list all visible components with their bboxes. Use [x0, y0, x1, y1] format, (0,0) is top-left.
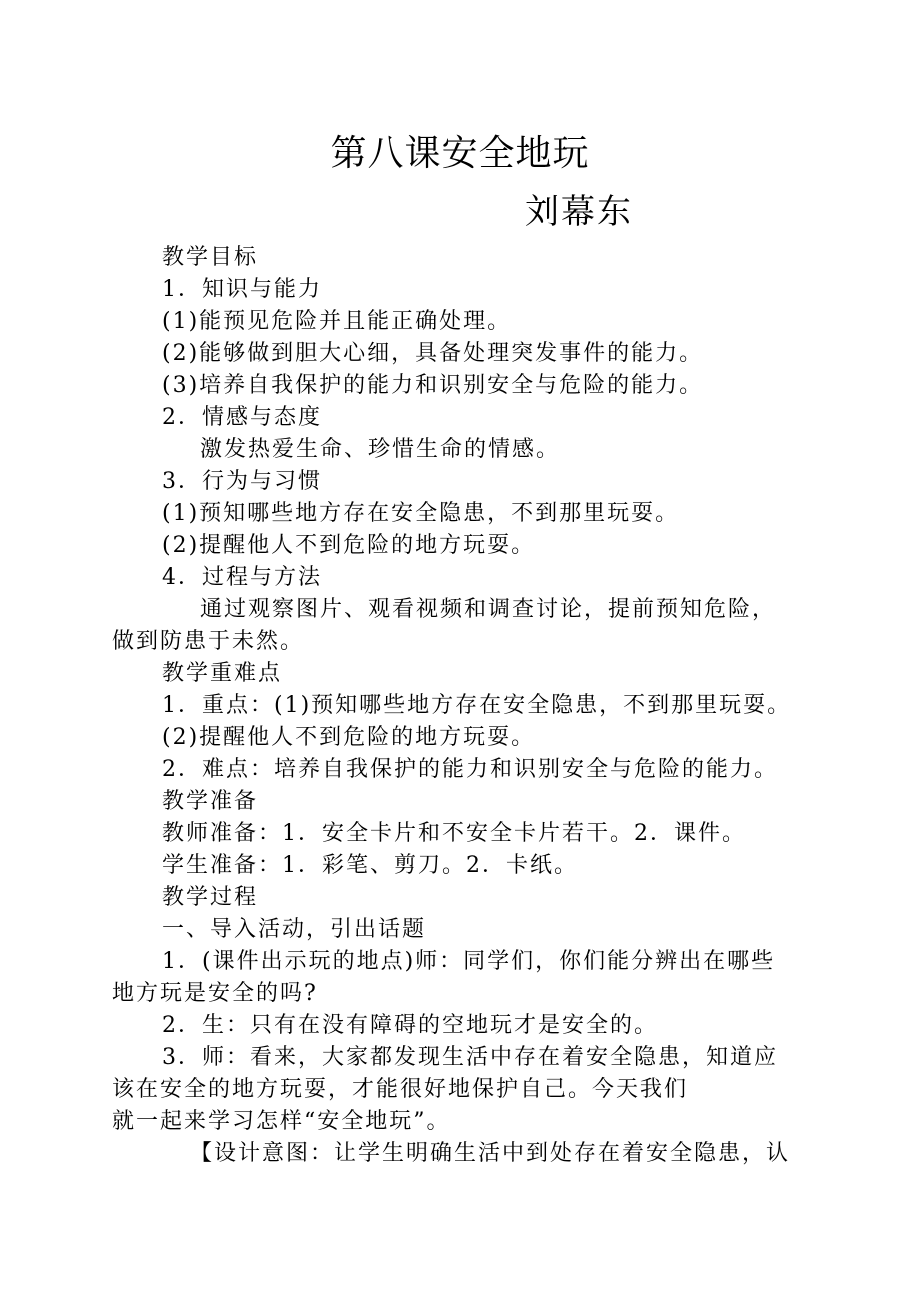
text-line: (3)培养自我保护的能力和识别安全与危险的能力。 [162, 373, 704, 398]
text-line: (1)能预见危险并且能正确处理。 [162, 309, 512, 334]
text-line: 该在安全的地方玩耍，才能很好地保护自己。今天我们 [112, 1077, 689, 1102]
text-line: 就一起来学习怎样“安全地玩”。 [112, 1109, 451, 1134]
text-line: (2)提醒他人不到危险的地方玩耍。 [162, 533, 536, 558]
text-line: (2)能够做到胆大心细，具备处理突发事件的能力。 [162, 341, 704, 366]
text-line: 学生准备：1．彩笔、剪刀。2．卡纸。 [162, 853, 578, 878]
text-line: 2．生：只有在没有障碍的空地玩才是安全的。 [162, 1013, 658, 1038]
text-line: 通过观察图片、观看视频和调查讨论，提前预知危险， [200, 597, 777, 622]
text-line: 2．难点：培养自我保护的能力和识别安全与危险的能力。 [162, 757, 778, 782]
text-line: (2)提醒他人不到危险的地方玩耍。 [162, 725, 536, 750]
text-line: 教师准备：1．安全卡片和不安全卡片若干。2．课件。 [162, 821, 746, 846]
text-line: 3．师：看来，大家都发现生活中存在着安全隐患，知道应 [162, 1045, 778, 1070]
subheading-process-method: 4．过程与方法 [162, 565, 322, 590]
subheading-intro-activity: 一、导入活动，引出话题 [162, 917, 427, 942]
text-line: 做到防患于未然。 [112, 629, 305, 654]
text-line: (1)预知哪些地方存在安全隐患，不到那里玩耍。 [162, 501, 680, 526]
text-line: 激发热爱生命、珍惜生命的情感。 [200, 437, 561, 462]
text-line: 1．(课件出示玩的地点)师：同学们，你们能分辨出在哪些 [162, 949, 776, 974]
author-name: 刘幕东 [525, 192, 633, 232]
section-heading-process: 教学过程 [162, 885, 259, 910]
subheading-behavior-habit: 3．行为与习惯 [162, 469, 322, 494]
text-line: 1．重点：(1)预知哪些地方存在安全隐患，不到那里玩耍。 [162, 693, 792, 718]
section-heading-key-points: 教学重难点 [162, 661, 283, 686]
lesson-title: 第八课安全地玩 [330, 133, 590, 174]
subheading-knowledge-ability: 1．知识与能力 [162, 277, 322, 302]
subheading-emotion-attitude: 2．情感与态度 [162, 405, 322, 430]
design-intent-line: 【设计意图：让学生明确生活中到处存在着安全隐患，认 [190, 1141, 791, 1166]
section-heading-preparation: 教学准备 [162, 789, 259, 814]
text-line: 地方玩是安全的吗? [112, 981, 318, 1006]
section-heading-objectives: 教学目标 [162, 245, 259, 270]
